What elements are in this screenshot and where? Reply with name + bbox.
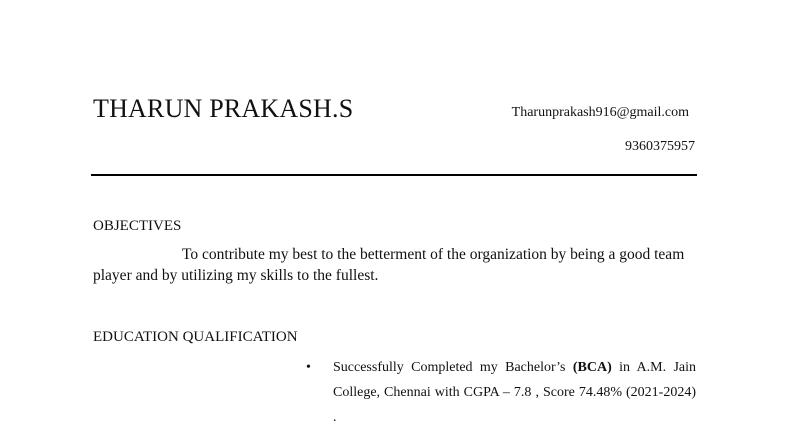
email-address: Tharunprakash916@gmail.com [511,105,689,120]
education-item-details: in A.M. Jain College, Chennai with CGPA – 7.8 , Score 74.48% (2021-2024) . [333,360,697,425]
education-item-prefix: Successfully Completed my Bachelor’s [333,360,573,375]
education-list [306,355,696,430]
header-divider [91,174,697,176]
candidate-name: THARUN PRAKASH.S [93,94,354,123]
objectives-text: To contribute my best to the betterment of the organization by being a good team player and by utilizing my skills to the fullest. [93,246,685,284]
education-heading: EDUCATION QUALIFICATION [93,329,298,345]
education-item [306,355,696,430]
education-degree: (BCA) [572,360,612,375]
bullet-icon: • [306,360,311,375]
objectives-heading: OBJECTIVES [93,218,182,234]
phone-number: 9360375957 [625,139,695,154]
